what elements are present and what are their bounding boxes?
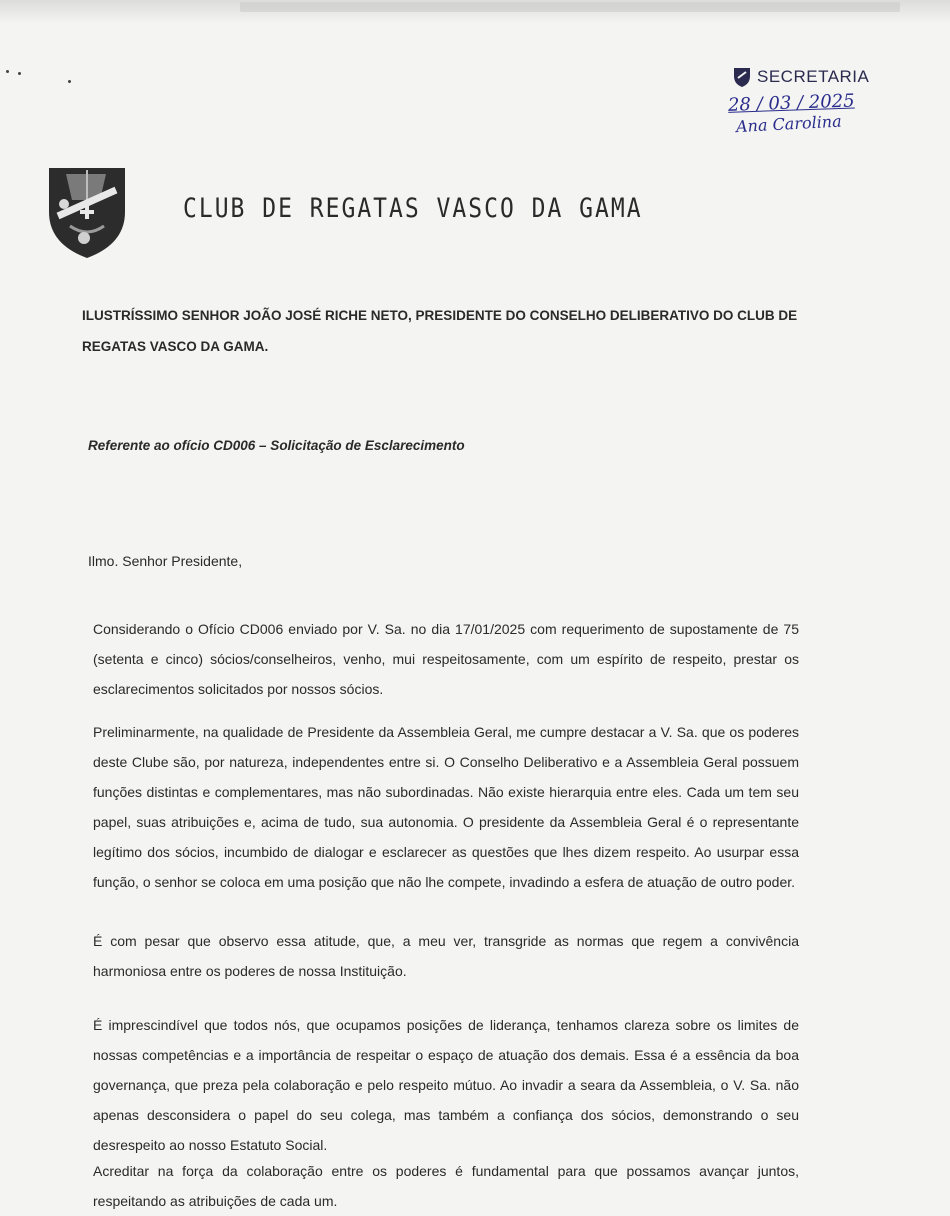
paragraph: É com pesar que observo essa atitude, que, a meu ver, transgride as normas que regem a convivência harmoniosa entre os poderes de nossa Instituição.	[93, 933, 799, 979]
paragraph: Preliminarmente, na qualidade de Presidente da Assembleia Geral, me cumpre destacar a V. Sa. que os poderes deste Clube são, por natureza, independentes entre si. O Conselho Deliberativo e a Assembleia Geral possuem funções distintas e complementares, mas não subordinadas. Não existe hierarquia entre eles. Cada um tem seu papel, suas atribuições e, acima de tudo, sua autonomia. O presidente da Assembleia Geral é o representante legítimo dos sócios, incumbido de dialogar e esclarecer as questões que lhes dizem respeito. Ao usurpar essa função, o senhor se coloca em uma posição que não lhe compete, invadindo a esfera de atuação de outro poder.	[93, 724, 799, 890]
salutation: Ilmo. Senhor Presidente,	[88, 553, 243, 569]
addressee: ILUSTRÍSSIMO SENHOR JOÃO JOSÉ RICHE NETO, PRESIDENTE DO CONSELHO DELIBERATIVO DO CLUB DE REGATAS VASCO DA GAMA.	[82, 308, 798, 354]
paragraph: Acreditar na força da colaboração entre os poderes é fundamental para que possamos avançar juntos, respeitando as atribuições de cada um.	[93, 1163, 799, 1209]
vasco-mini-crest-icon	[732, 66, 752, 88]
reference-line: Referente ao ofício CD006 – Solicitação de Esclarecimento	[88, 438, 465, 453]
secretaria-stamp	[727, 66, 892, 146]
scan-top-edge	[0, 0, 950, 24]
stamp-label: SECRETARIA	[757, 67, 870, 86]
paragraph: Considerando o Ofício CD006 enviado por V. Sa. no dia 17/01/2025 com requerimento de supostamente de 75 (setenta e cinco) sócios/conselheiros, venho, mui respeitosamente, com um espírito de respeito, prestar os esclarecimentos solicitados por nossos sócios.	[93, 621, 799, 697]
paragraph: É imprescindível que todos nós, que ocupamos posições de liderança, tenhamos clareza sobre os limites de nossas competências e a importância de respeitar o espaço de atuação dos demais. Essa é a essência da boa governança, que preza pela colaboração e pelo respeito mútuo. Ao invadir a seara da Assembleia, o V. Sa. não apenas desconsidera o papel do seu colega, mas também a confiança dos sócios, demonstrando o seu desrespeito ao nosso Estatuto Social.	[93, 1017, 799, 1153]
scan-specks	[6, 68, 86, 88]
stamp-signature: Ana Carolina	[735, 111, 843, 137]
vasco-crest-logo	[44, 160, 130, 260]
club-name: CLUB DE REGATAS VASCO DA GAMA	[183, 194, 643, 224]
stamp-date: 28 / 03 / 2025	[727, 90, 855, 116]
